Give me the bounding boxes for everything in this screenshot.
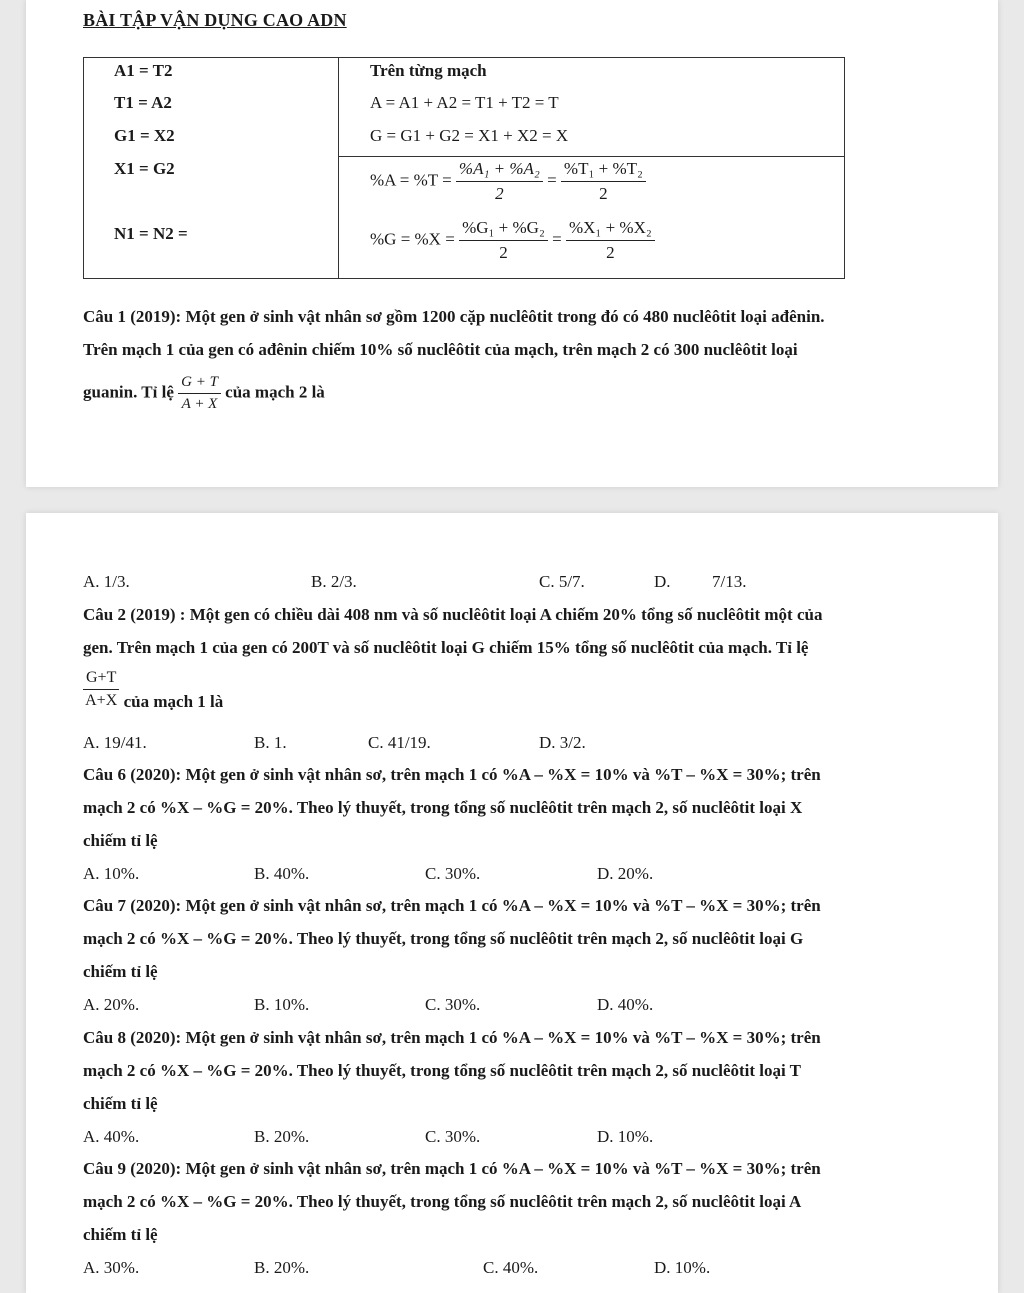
question-7-line: chiếm tỉ lệ <box>83 962 158 981</box>
table-left-cell: X1 = G2 <box>114 159 175 178</box>
fraction-denominator: A+X <box>85 692 118 709</box>
formula-percent-a <box>370 159 646 204</box>
question-8-line: chiếm tỉ lệ <box>83 1094 158 1113</box>
table-left-cell: N1 = N2 = <box>114 224 188 243</box>
fraction-numerator: G + T <box>178 374 221 394</box>
answer-option: C. 40%. <box>483 1258 539 1277</box>
ratio-fraction <box>83 669 119 710</box>
answer-option: C. 41/19. <box>368 733 431 752</box>
fraction-denominator: 2 <box>599 184 608 203</box>
page-title: BÀI TẬP VẬN DỤNG CAO ADN <box>83 10 347 30</box>
fraction-denominator: 2 <box>499 243 508 262</box>
fraction <box>566 218 655 263</box>
question-2-line: Câu 2 (2019) : Một gen có chiều dài 408 nm và số nuclêôtit loại A chiếm 20% tổng số nuclêôtit một của <box>83 605 823 624</box>
answer-option: C. 30%. <box>425 1127 481 1146</box>
question-6-line: Câu 6 (2020): Một gen ở sinh vật nhân sơ, trên mạch 1 có %A – %X = 10% và %T – %X = 30%; trên <box>83 765 821 784</box>
question-1-line <box>83 374 325 413</box>
equals-sign: = <box>552 229 562 249</box>
answer-option: A. 20%. <box>83 995 140 1014</box>
question-9-line: chiếm tỉ lệ <box>83 1225 158 1244</box>
answer-option: B. 2/3. <box>311 572 357 591</box>
answer-option: C. 30%. <box>425 995 481 1014</box>
answer-option: A. 40%. <box>83 1127 140 1146</box>
ratio-fraction <box>178 374 221 413</box>
answer-option: A. 19/41. <box>83 733 147 752</box>
table-right-row: A = A1 + A2 = T1 + T2 = T <box>370 93 559 112</box>
table-left-cell: G1 = X2 <box>114 126 175 145</box>
fraction-numerator: %A₁ + %A₂ <box>456 159 543 182</box>
answer-option: B. 20%. <box>254 1258 310 1277</box>
fraction-numerator: %T₁ + %T₂ <box>561 159 646 182</box>
answer-option: D. 20%. <box>597 864 654 883</box>
table-right-header: Trên từng mạch <box>370 61 487 80</box>
formula-table <box>83 57 845 279</box>
question-1-line: Câu 1 (2019): Một gen ở sinh vật nhân sơ gồm 1200 cặp nuclêôtit trong đó có 480 nuclêôtit loại ađênin. <box>83 307 825 326</box>
answer-option: A. 30%. <box>83 1258 140 1277</box>
answer-option: B. 40%. <box>254 864 310 883</box>
fraction-denominator: 2 <box>606 243 615 262</box>
answer-option: B. 20%. <box>254 1127 310 1146</box>
equals-sign: = <box>547 170 557 190</box>
question-9-line: mạch 2 có %X – %G = 20%. Theo lý thuyết, trong tổng số nuclêôtit trên mạch 2, số nuclêôtit loại A <box>83 1192 802 1211</box>
document-page-1 <box>26 0 998 487</box>
question-9-line: Câu 9 (2020): Một gen ở sinh vật nhân sơ, trên mạch 1 có %A – %X = 10% và %T – %X = 30%; trên <box>83 1159 821 1178</box>
answer-option: B. 10%. <box>254 995 310 1014</box>
question-text: của mạch 2 là <box>225 382 325 402</box>
table-left-cell: A1 = T2 <box>114 61 173 80</box>
fraction <box>456 159 543 204</box>
answer-option: C. 30%. <box>425 864 481 883</box>
table-right-row: G = G1 + G2 = X1 + X2 = X <box>370 126 569 145</box>
fraction-numerator: G+T <box>83 669 119 690</box>
question-1-line: Trên mạch 1 của gen có ađênin chiếm 10% số nuclêôtit của mạch, trên mạch 2 có 300 nuclêôtit loại <box>83 340 798 359</box>
answer-option: D. 40%. <box>597 995 654 1014</box>
question-2-line <box>83 669 223 710</box>
fraction <box>561 159 646 204</box>
fraction-denominator: 2 <box>495 184 504 203</box>
document-page-2 <box>26 513 998 1293</box>
answer-option: D. 10%. <box>654 1258 711 1277</box>
answer-option: A. 10%. <box>83 864 140 883</box>
question-8-line: mạch 2 có %X – %G = 20%. Theo lý thuyết, trong tổng số nuclêôtit trên mạch 2, số nuclêôtit loại T <box>83 1061 802 1080</box>
answer-option: 7/13. <box>712 572 747 591</box>
table-left-cell: T1 = A2 <box>114 93 172 112</box>
answer-option: D. 10%. <box>597 1127 654 1146</box>
question-text: của mạch 1 là <box>123 692 224 712</box>
question-text: guanin. Tỉ lệ <box>83 382 174 402</box>
question-2-line: gen. Trên mạch 1 của gen có 200T và số nuclêôtit loại G chiếm 15% tổng số nuclêôtit của mạch. Tỉ lệ <box>83 638 809 657</box>
formula-percent-g <box>370 218 655 263</box>
answer-option: A. 1/3. <box>83 572 130 591</box>
fraction-numerator: %X₁ + %X₂ <box>566 218 655 241</box>
question-6-line: chiếm tỉ lệ <box>83 831 158 850</box>
question-7-line: mạch 2 có %X – %G = 20%. Theo lý thuyết, trong tổng số nuclêôtit trên mạch 2, số nuclêôtit loại G <box>83 929 804 948</box>
table-divider <box>338 58 339 278</box>
formula-lhs: %G = %X = <box>370 229 455 249</box>
fraction <box>459 218 548 263</box>
table-divider <box>338 156 844 157</box>
question-6-line: mạch 2 có %X – %G = 20%. Theo lý thuyết, trong tổng số nuclêôtit trên mạch 2, số nuclêôtit loại X <box>83 798 803 817</box>
fraction-numerator: %G₁ + %G₂ <box>459 218 548 241</box>
question-8-line: Câu 8 (2020): Một gen ở sinh vật nhân sơ, trên mạch 1 có %A – %X = 10% và %T – %X = 30%; trên <box>83 1028 821 1047</box>
answer-option: D. 3/2. <box>539 733 586 752</box>
answer-option: D. <box>654 572 671 591</box>
answer-option: C. 5/7. <box>539 572 585 591</box>
question-7-line: Câu 7 (2020): Một gen ở sinh vật nhân sơ, trên mạch 1 có %A – %X = 10% và %T – %X = 30%; trên <box>83 896 821 915</box>
formula-lhs: %A = %T = <box>370 170 452 190</box>
answer-option: B. 1. <box>254 733 287 752</box>
fraction-denominator: A + X <box>181 396 218 412</box>
